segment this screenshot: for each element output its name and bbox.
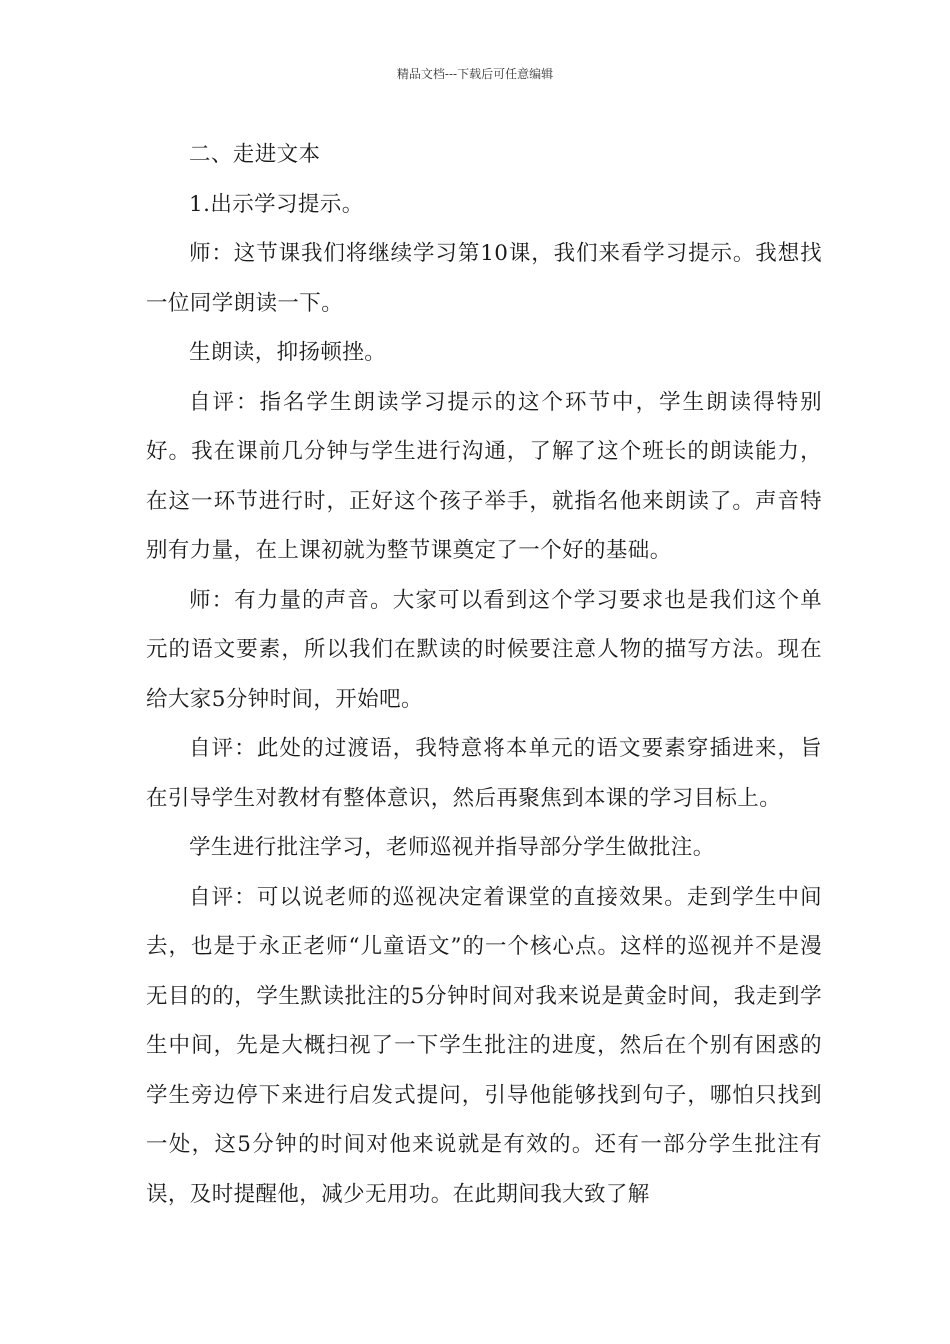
paragraph: 1.出示学习提示。 [189, 191, 364, 217]
paragraph: 生朗读，抑扬顿挫。 [189, 340, 387, 365]
paragraph: 自评：可以说老师的巡视决定着课堂的直接效果。走到学生中间去，也是于永正老师“儿童语文”的一个核心点。这样的巡视并不是漫无目的的，学生默读批注的5分钟时间对我来说是黄金时间，我走到学生中间，先是大概扫视了一下学生批注的进度，然后在个别有困惑的学生旁边停下来进行启发式提问，引导他能够找到句子，哪怕只找到一处，这5分钟的时间对他来说就是有效的。还有一部分学生批注有误，及时提醒他，减少无用功。在此期间我大致了解 [146, 884, 822, 1207]
document-body [146, 130, 822, 1219]
paragraph: 师：有力量的声音。大家可以看到这个学习要求也是我们这个单元的语文要素，所以我们在默读的时候要注意人物的描写方法。现在给大家5分钟时间，开始吧。 [146, 587, 822, 712]
paragraph: 自评：此处的过渡语，我特意将本单元的语文要素穿插进来，旨在引导学生对教材有整体意识，然后再聚焦到本课的学习目标上。 [146, 736, 822, 811]
page-header: 精品文档---下载后可任意编辑 [396, 67, 554, 81]
paragraph: 自评：指名学生朗读学习提示的这个环节中，学生朗读得特别好。我在课前几分钟与学生进行沟通，了解了这个班长的朗读能力，在这一环节进行时，正好这个孩子举手，就指名他来朗读了。声音特别有力量，在上课初就为整节课奠定了一个好的基础。 [146, 389, 822, 563]
paragraph: 学生进行批注学习，老师巡视并指导部分学生做批注。 [189, 835, 715, 860]
section-heading: 二、走进文本 [189, 142, 321, 167]
paragraph: 师：这节课我们将继续学习第10课，我们来看学习提示。我想找一位同学朗读一下。 [146, 241, 822, 316]
